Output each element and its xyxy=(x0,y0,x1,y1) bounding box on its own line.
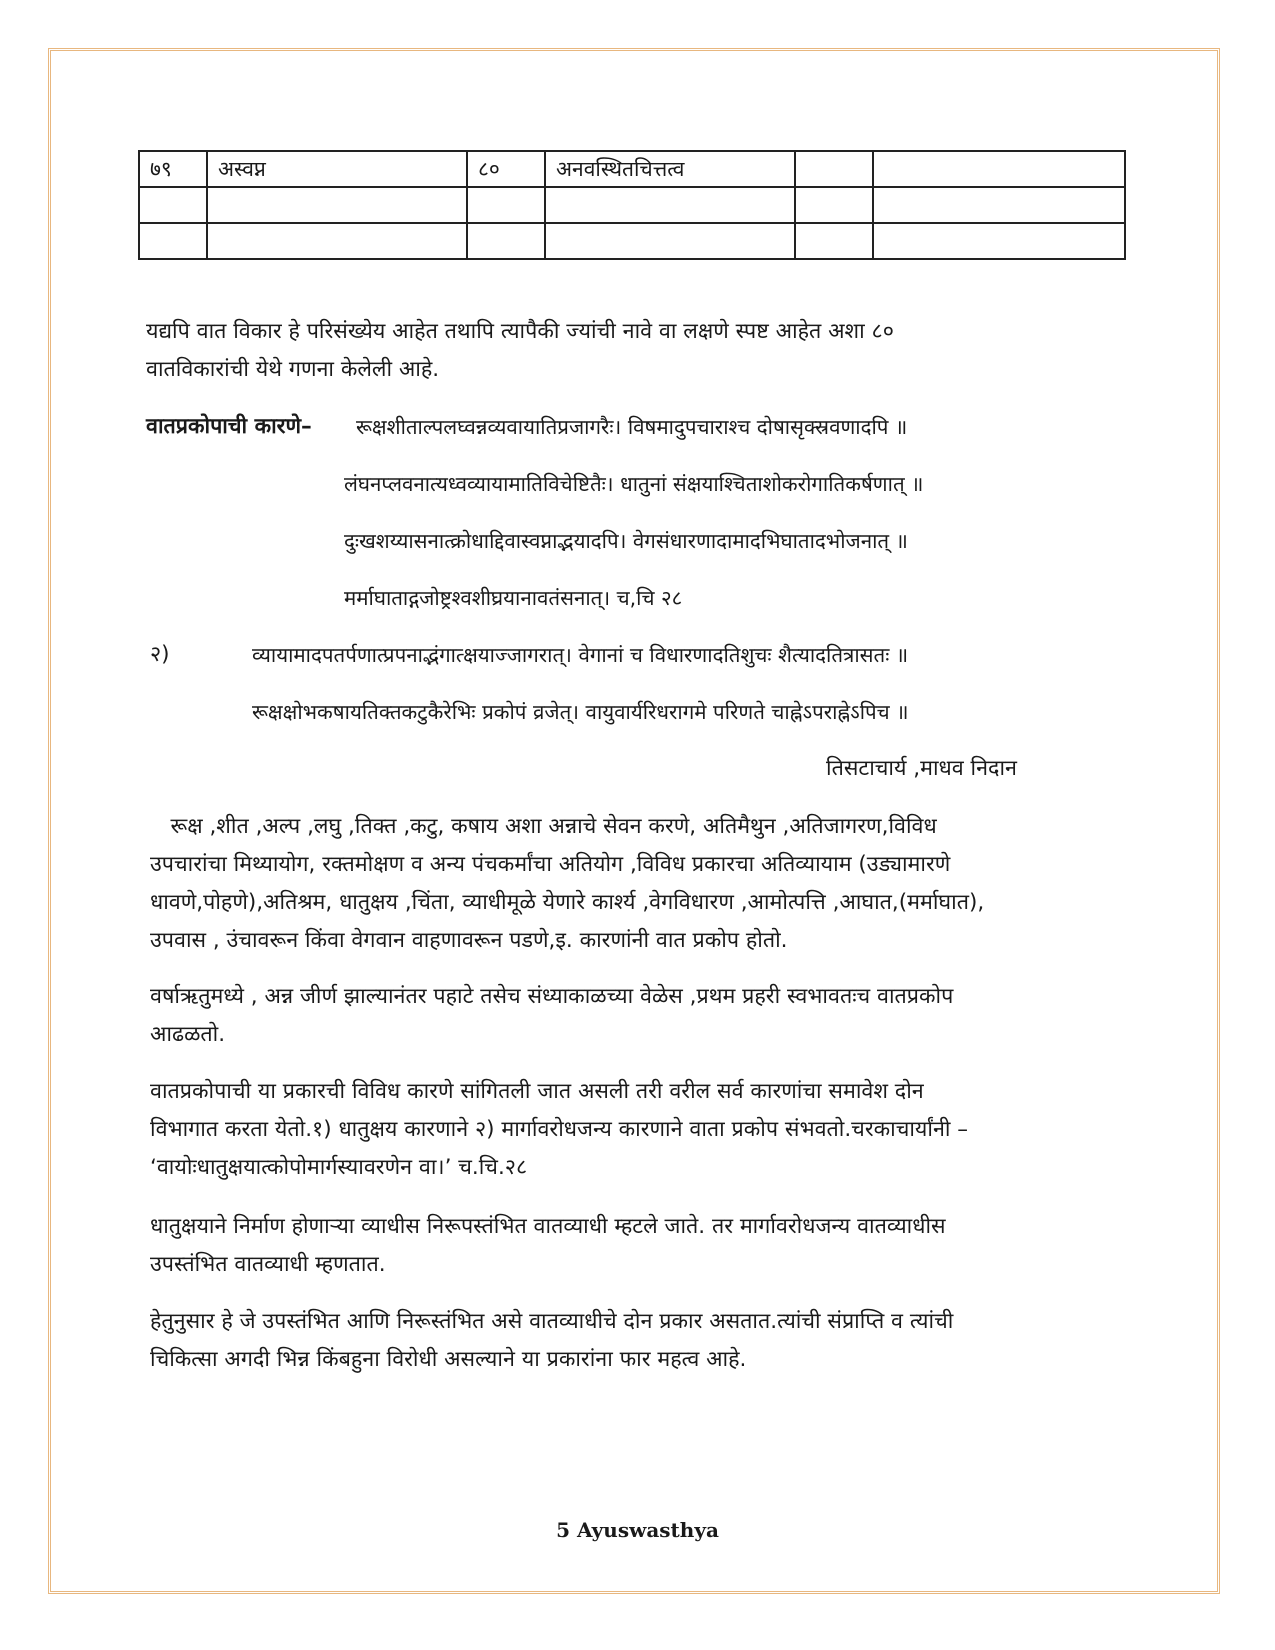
table-cell xyxy=(873,223,1125,259)
table-cell: ७९ xyxy=(139,151,207,187)
table-cell xyxy=(467,187,545,223)
para-line: धातुक्षयाने निर्माण होणाऱ्या व्याधीस निरूपस्तंभित वातव्याधी म्हटले जाते. तर मार्गावरोधजन्य वातव्याधीस xyxy=(150,1214,946,1239)
shloka-line: रूक्षशीताल्पलघ्वन्नव्यवायातिप्रजागरैः। विषमादुपचाराश्च दोषासृक्स्रवणादपि ॥ xyxy=(356,415,908,439)
page-footer: 5 Ayuswasthya xyxy=(556,1518,719,1542)
shloka-line: दुःखशय्यासनात्क्रोधाद्दिवास्वप्नाद्भयादपि। वेगसंधारणादामादभिघातादभोजनात् ॥ xyxy=(344,529,908,553)
table-cell xyxy=(795,151,873,187)
table-row xyxy=(139,223,1125,259)
shloka-line: व्यायामादपतर्पणात्प्रपनाद्भंगात्क्षयाज्जागरात्। वेगानां च विधारणादतिशुचः शैत्यादतित्रासतः ॥ xyxy=(252,643,909,667)
table-cell xyxy=(795,223,873,259)
paragraph xyxy=(150,1073,1110,1187)
paragraph xyxy=(150,1303,1110,1379)
vata-disorder-table xyxy=(138,150,1126,260)
para-line: धावणे,पोहणे),अतिश्रम, धातुक्षय ,चिंता, व्याधीमूळे येणारे कार्श्य ,वेगविधारण ,आमोत्पत्ति ,आघात,(मर्माघात), xyxy=(150,890,985,915)
table-cell xyxy=(545,223,795,259)
table-cell xyxy=(795,187,873,223)
table-cell xyxy=(467,223,545,259)
para-line: वातप्रकोपाची या प्रकारची विविध कारणे सांगितली जात असली तरी वरील सर्व कारणांचा समावेश दोन xyxy=(150,1079,924,1104)
table-cell: अनवस्थितचित्तत्व xyxy=(545,151,795,187)
para-line: वर्षाऋतुमध्ये , अन्न जीर्ण झाल्यानंतर पहाटे तसेच संध्याकाळच्या वेळेस ,प्रथम प्रहरी स्वभावतःच वातप्रकोप xyxy=(150,984,954,1009)
table-cell xyxy=(207,187,467,223)
table-cell: ८० xyxy=(467,151,545,187)
attribution: तिसटाचार्य ,माधव निदान xyxy=(826,756,1017,781)
intro-line-2: वातविकारांची येथे गणना केलेली आहे. xyxy=(146,357,440,382)
causes-heading: वातप्रकोपाची कारणे– xyxy=(146,414,312,439)
paragraph xyxy=(150,808,1110,960)
para-line: उपचारांचा मिथ्यायोग, रक्तमोक्षण व अन्य पंचकर्मांचा अतियोग ,विविध प्रकारचा अतिव्यायाम (उड्यामारणे xyxy=(150,852,951,877)
table-row xyxy=(139,187,1125,223)
paragraph xyxy=(150,978,1110,1054)
para-line: उपस्तंभित वातव्याधी म्हणतात. xyxy=(150,1252,386,1277)
para-line: हेतुनुसार हे जे उपस्तंभित आणि निरूस्तंभित असे वातव्याधीचे दोन प्रकार असतात.त्यांची संप्राप्ति व त्यांची xyxy=(150,1309,954,1334)
para-line: ‘वायोःधातुक्षयात्कोपोमार्गस्यावरणेन वा।’ च.चि.२८ xyxy=(150,1155,528,1180)
table-cell xyxy=(545,187,795,223)
para-line: उपवास , उंचावरून किंवा वेगवान वाहणावरून पडणे,इ. कारणांनी वात प्रकोप होतो. xyxy=(150,928,788,953)
para-line: आढळतो. xyxy=(150,1022,226,1047)
table-cell xyxy=(139,187,207,223)
shloka-line: लंघनप्लवनात्यध्वव्यायामातिविचेष्टितैः। धातुनां संक्षयाश्चिताशोकरोगातिकर्षणात् ॥ xyxy=(344,472,924,496)
table-row xyxy=(139,151,1125,187)
para-line: विभागात करता येतो.१) धातुक्षय कारणाने २) मार्गावरोधजन्य कारणाने वाता प्रकोप संभवतो.चरकाचार्यांनी – xyxy=(150,1117,969,1142)
table-cell xyxy=(873,187,1125,223)
list-number: २) xyxy=(150,642,170,667)
para-line: चिकित्सा अगदी भिन्न किंबहुना विरोधी असल्याने या प्रकारांना फार महत्व आहे. xyxy=(150,1347,747,1372)
table-cell: अस्वप्न xyxy=(207,151,467,187)
paragraph xyxy=(150,1208,1110,1284)
table-cell xyxy=(139,223,207,259)
intro-line-1: यद्यपि वात विकार हे परिसंख्येय आहेत तथापि त्यापैकी ज्यांची नावे वा लक्षणे स्पष्ट आहेत अशा ८० xyxy=(146,319,894,344)
table-cell xyxy=(207,223,467,259)
shloka-line: मर्माघाताद्गजोष्ट्रश्वशीघ्रयानावतंसनात्। च,चि २८ xyxy=(344,586,683,610)
table-cell xyxy=(873,151,1125,187)
para-line: रूक्ष ,शीत ,अल्प ,लघु ,तिक्त ,कटु, कषाय अशा अन्नाचे सेवन करणे, अतिमैथुन ,अतिजागरण,विविध xyxy=(150,814,937,839)
shloka-line: रूक्षक्षोभकषायतिक्तकटुकैरेभिः प्रकोपं व्रजेत्। वायुवार्यरिधरागमे परिणते चाह्नेऽपराह्नेऽपिच ॥ xyxy=(252,700,909,724)
